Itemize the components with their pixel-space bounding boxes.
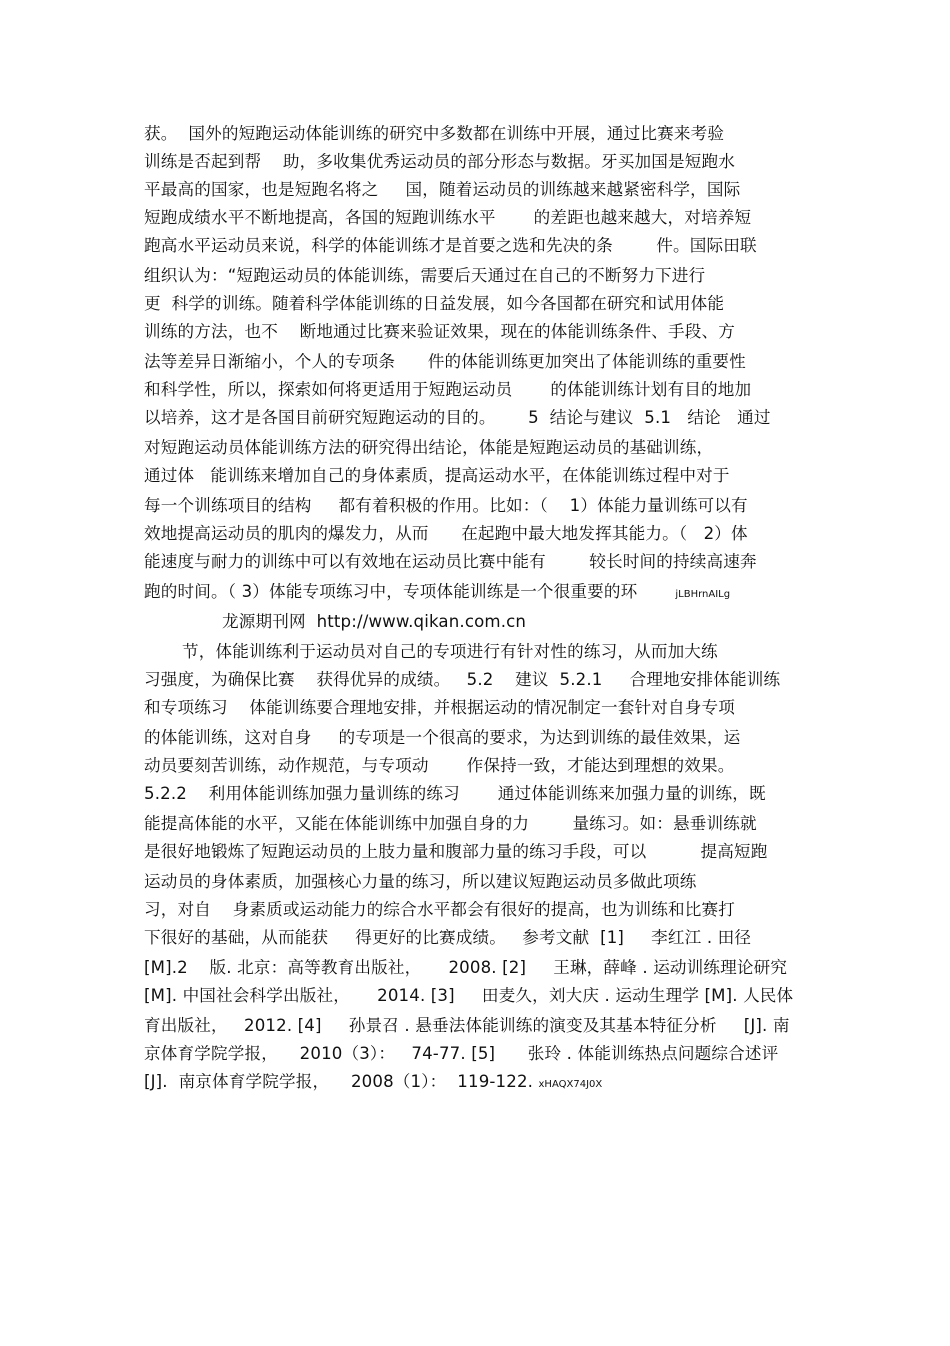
watermark-code: jLBHrnAILg [675,589,731,600]
site-header: 龙源期刊网 http://www.qikan.com.cn [222,612,527,631]
text-line: [M].2 版. 北京：高等教育出版社， 2008. [2] 王琳，薛峰 . 运动训练理论研究 [144,958,788,977]
text-line: 每一个训练项目的结构 都有着积极的作用。比如：（ 1）体能力量训练可以有 [144,496,748,515]
text-line: 能速度与耐力的训练中可以有效地在运动员比赛中能有 较长时间的持续高速奔 [144,552,757,571]
text-line: 的体能训练，这对自身 的专项是一个很高的要求，为达到训练的最佳效果，运 [144,728,741,747]
text-line: 和专项练习 体能训练要合理地安排，并根据运动的情况制定一套针对自身专项 [144,698,735,717]
text-line: 效地提高运动员的肌肉的爆发力，从而 在起跑中最大地发挥其能力。（ 2）体 [144,524,748,543]
text-segment: [J]. 南京体育学院学报， 2008（1）： 119-122. [144,1072,539,1091]
text-line: 对短跑运动员体能训练方法的研究得出结论，体能是短跑运动员的基础训练， [144,438,714,457]
text-line: 训练是否起到帮 助，多收集优秀运动员的部分形态与数据。牙买加国是短跑水 [144,152,735,171]
text-line: 运动员的身体素质，加强核心力量的练习，所以建议短跑运动员多做此项练 [144,872,697,891]
text-line: 跑高水平运动员来说，科学的体能训练才是首要之选和先决的条 件。国际田联 [144,236,757,255]
text-segment: 跑的时间。（ 3）体能专项练习中，专项体能训练是一个很重要的环 [144,582,676,601]
text-line: 节，体能训练利于运动员对自己的专项进行有针对性的练习，从而加大练 [182,642,718,661]
text-line: 短跑成绩水平不断地提高，各国的短跑训练水平 的差距也越来越大，对培养短 [144,208,752,227]
text-line: 平最高的国家，也是短跑名将之 国，随着运动员的训练越来越紧密科学，国际 [144,180,741,199]
text-line: 5.2.2 利用体能训练加强力量训练的练习 通过体能训练来加强力量的训练，既 [144,784,766,803]
text-line [144,1072,602,1095]
text-line: 以培养，这才是各国目前研究短跑运动的目的。 5 结论与建议 5.1 结论 通过 [144,408,771,427]
text-line: 京体育学院学报， 2010（3）： 74-77. [5] 张玲 . 体能训练热点问题综合述评 [144,1044,779,1063]
text-line: 习，对自 身素质或运动能力的综合水平都会有很好的提高，也为训练和比赛打 [144,900,735,919]
text-line: 下很好的基础，从而能获 得更好的比赛成绩。 参考文献 [1] 李红江 . 田径 [144,928,752,947]
text-line: [M]. 中国社会科学出版社， 2014. [3] 田麦久，刘大庆 . 运动生理学 [M]. 人民体 [144,986,794,1005]
text-line: 育出版社， 2012. [4] 孙景召 . 悬垂法体能训练的演变及其基本特征分析 [J]. 南 [144,1016,790,1035]
text-line: 获。 国外的短跑运动体能训练的研究中多数都在训练中开展，通过比赛来考验 [144,124,725,143]
text-line: 更 科学的训练。随着科学体能训练的日益发展，如今各国都在研究和试用体能 [144,294,725,313]
text-line: 法等差异日渐缩小，个人的专项条 件的体能训练更加突出了体能训练的重要性 [144,352,746,371]
text-line: 是很好地锻炼了短跑运动员的上肢力量和腹部力量的练习手段，可以 提高短跑 [144,842,768,861]
text-line: 习强度，为确保比赛 获得优异的成绩。 5.2 建议 5.2.1 合理地安排体能训练 [144,670,781,689]
text-line: 训练的方法，也不 断地通过比赛来验证效果，现在的体能训练条件、手段、方 [144,322,735,341]
text-line: 通过体 能训练来增加自己的身体素质，提高运动水平，在体能训练过程中对于 [144,466,730,485]
text-line: 组织认为：“短跑运动员的体能训练，需要后天通过在自己的不断努力下进行 [144,266,706,285]
watermark-code: xHAQX74J0X [538,1079,603,1090]
text-line: 和科学性，所以，探索如何将更适用于短跑运动员 的体能训练计划有目的地加 [144,380,752,399]
text-line: 能提高体能的水平，又能在体能训练中加强自身的力 量练习。如：悬垂训练就 [144,814,757,833]
text-line: 动员要刻苦训练，动作规范，与专项动 作保持一致，才能达到理想的效果。 [144,756,735,775]
text-line [144,582,730,605]
